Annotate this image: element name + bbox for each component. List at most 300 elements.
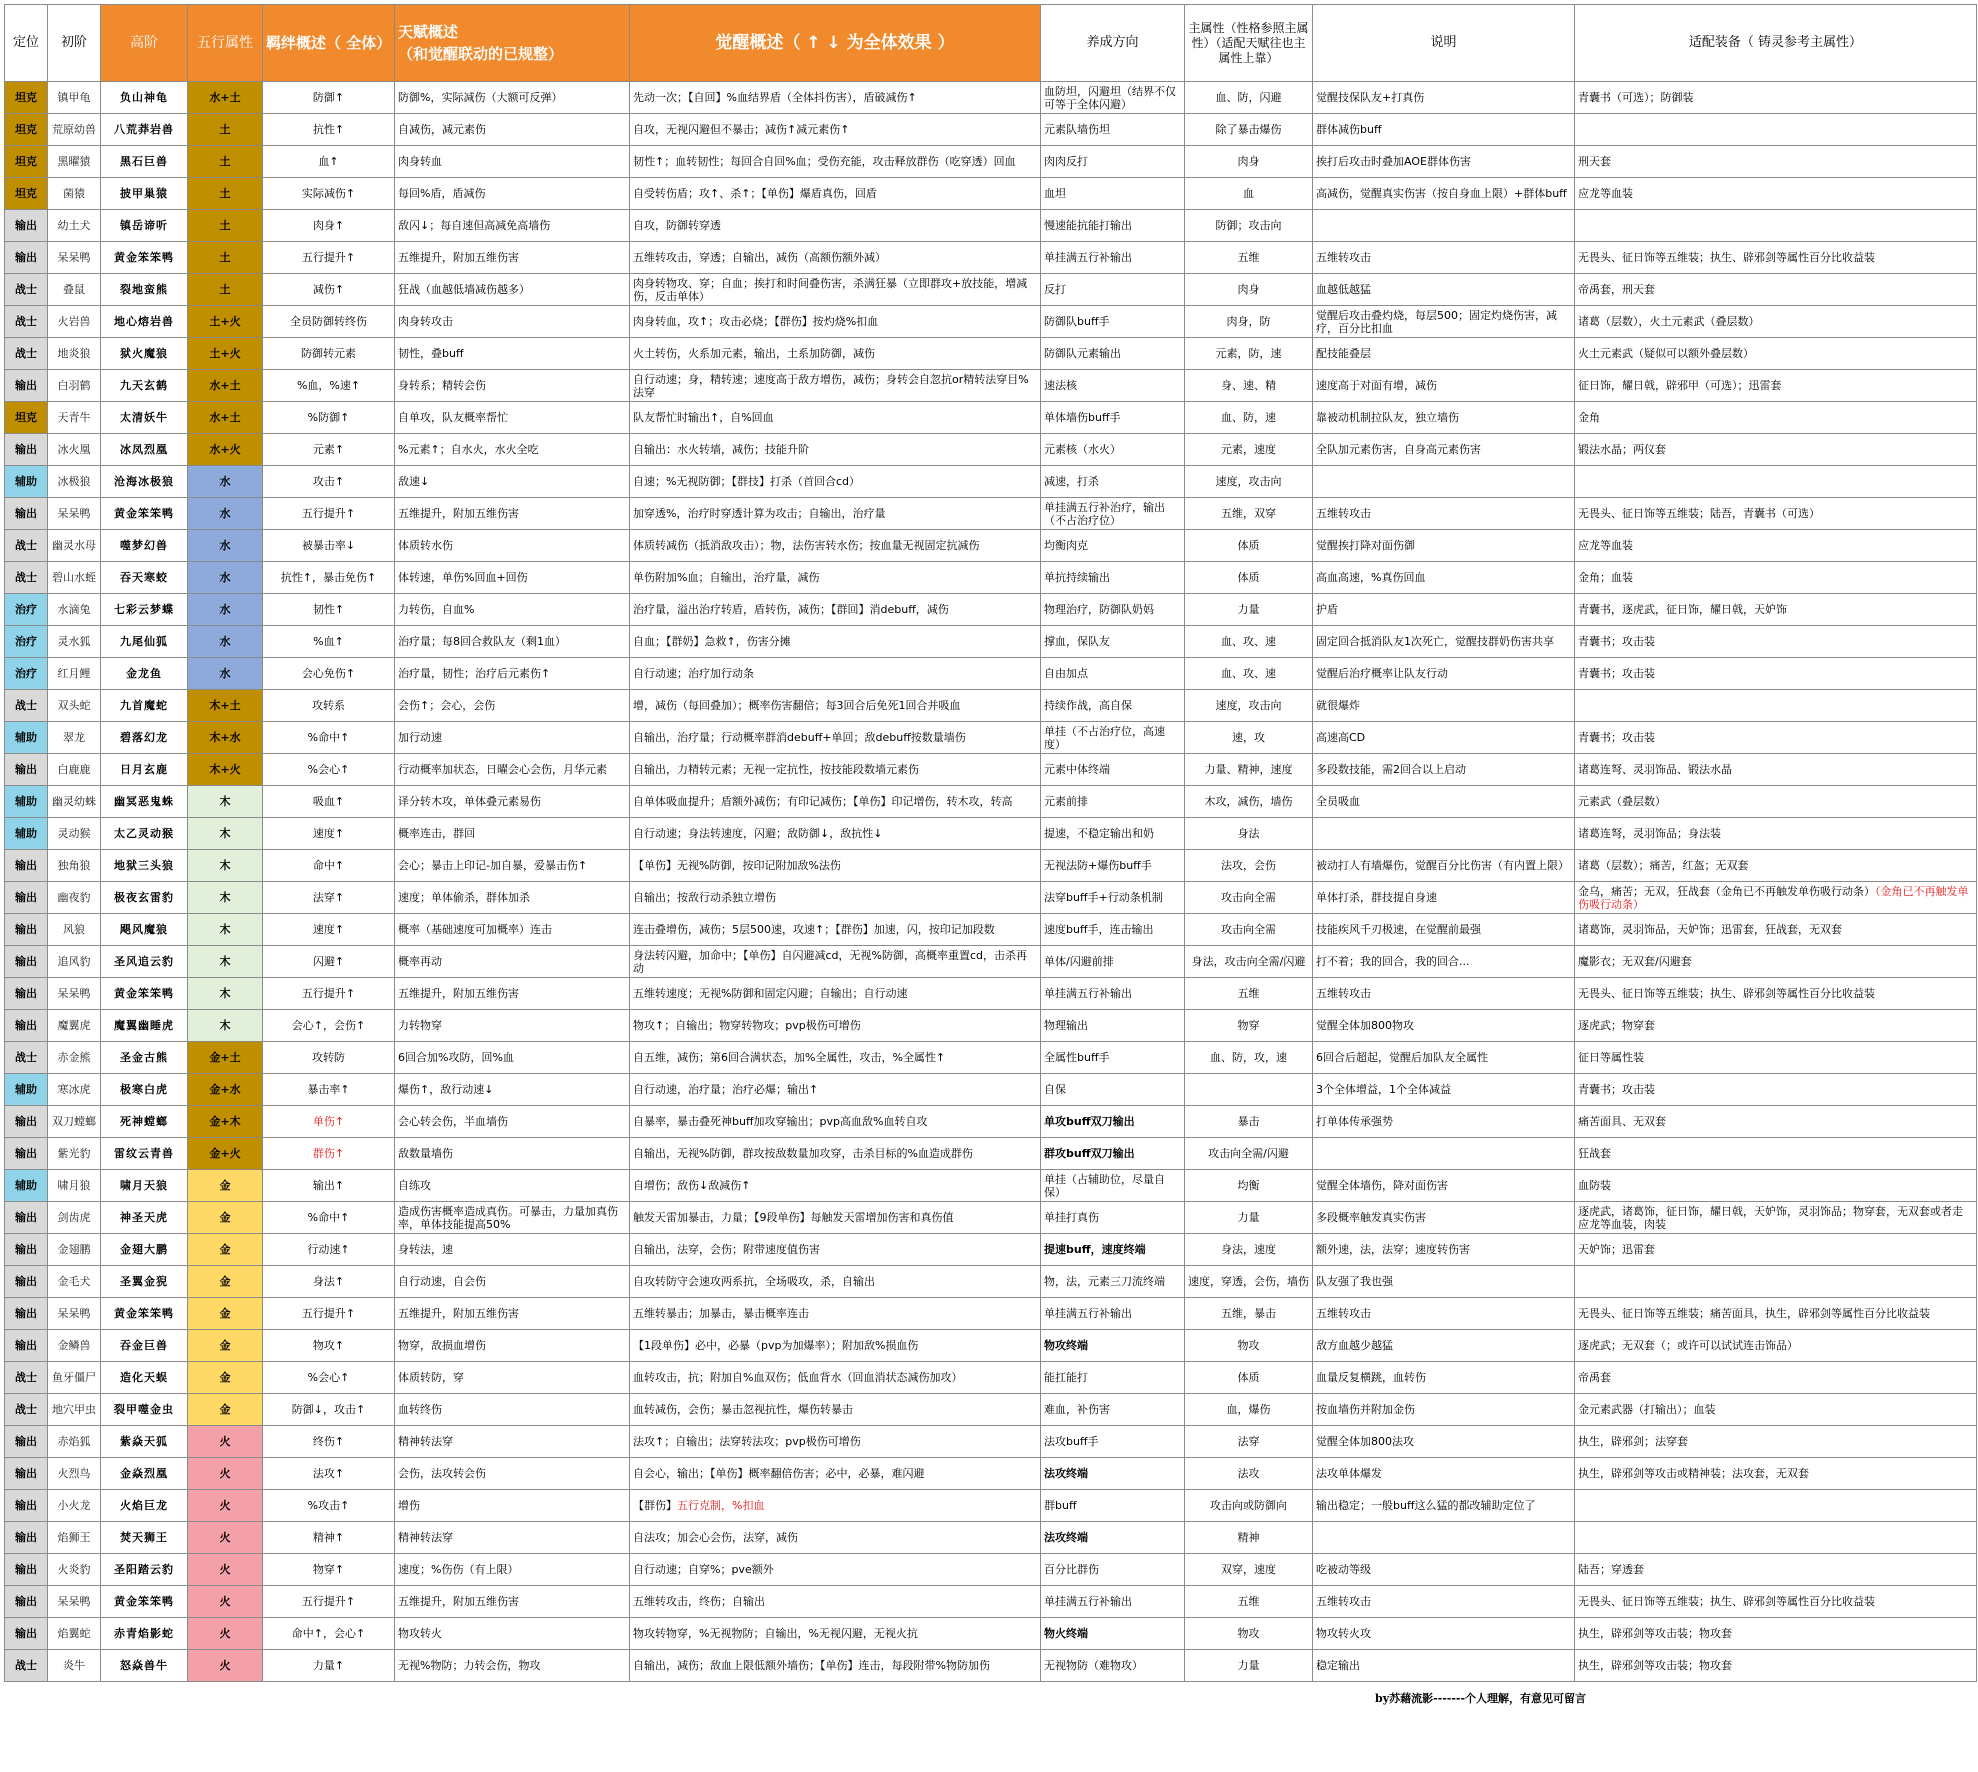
role-cell [5, 1106, 48, 1138]
main-attr-cell [1185, 1074, 1313, 1106]
early-stage-cell [48, 690, 101, 722]
equip-cell-text: 执生，辟邪剑等攻击或精神装；法攻套，无双套 [1578, 1467, 1809, 1480]
role-cell-text: 战士 [15, 539, 37, 552]
awaken-cell-text: 【群伤】 [633, 1499, 677, 1512]
table-row [5, 1426, 1977, 1458]
bond-cell-text: 肉身↑ [312, 219, 345, 232]
table-row [5, 306, 1977, 338]
equip-cell-text: 陆吾；穿透套 [1578, 1563, 1644, 1576]
desc-cell [1313, 306, 1575, 338]
desc-cell-text: 靠被动机制拉队友，独立墙伤 [1316, 411, 1459, 424]
table-row [5, 1298, 1977, 1330]
equip-cell [1575, 754, 1977, 786]
main-attr-cell-text: 元素，速度 [1221, 443, 1276, 456]
growth-cell-text: 单挂（占辅助位，尽量自保） [1044, 1172, 1165, 1199]
growth-cell [1041, 1138, 1185, 1170]
growth-cell-text: 无视法防+爆伤buff手 [1044, 859, 1152, 872]
main-attr-cell-text: 法攻，会伤 [1221, 859, 1276, 872]
element-cell [188, 1010, 263, 1042]
early-stage-cell [48, 338, 101, 370]
talent-cell-text: 速度；单体偷杀，群体加杀 [398, 891, 530, 904]
growth-cell [1041, 850, 1185, 882]
awaken-cell [630, 178, 1041, 210]
element-cell-text: 水 [219, 603, 231, 616]
role-cell-text: 坦克 [15, 155, 37, 168]
talent-cell [395, 1586, 630, 1618]
talent-cell [395, 1458, 630, 1490]
element-cell [188, 306, 263, 338]
early-stage-cell-text: 魔翼虎 [57, 1019, 91, 1032]
element-cell-text: 水 [219, 539, 231, 552]
element-cell [188, 1650, 263, 1682]
bond-cell [263, 1426, 395, 1458]
desc-cell [1313, 1202, 1575, 1234]
equip-cell [1575, 370, 1977, 402]
table-row [5, 978, 1977, 1010]
awaken-cell-text: 肉身转血，攻↑；攻击必烧；【群伤】按灼烧%扣血 [633, 315, 879, 328]
awaken-cell [630, 1586, 1041, 1618]
table-row [5, 1234, 1977, 1266]
role-cell [5, 434, 48, 466]
bond-cell-text: 行动速↑ [307, 1243, 350, 1256]
main-attr-cell [1185, 1298, 1313, 1330]
table-row [5, 1330, 1977, 1362]
growth-cell-text: 能扛能打 [1044, 1371, 1088, 1384]
role-cell-text: 输出 [15, 1499, 37, 1512]
talent-cell [395, 1074, 630, 1106]
element-cell [188, 466, 263, 498]
role-cell [5, 1394, 48, 1426]
talent-cell [395, 850, 630, 882]
early-stage-cell [48, 1426, 101, 1458]
awaken-cell-text: 自血；【群奶】急救↑，伤害分摊 [633, 635, 791, 648]
desc-cell [1313, 1650, 1575, 1682]
bond-cell-text: 韧性↑ [312, 603, 345, 616]
bond-cell-text: 五行提升↑ [301, 1595, 356, 1608]
awaken-cell-text: 连击叠增伤，减伤；5层500速，攻速↑；【群伤】加速，闪，按印记加段数 [633, 923, 995, 936]
equip-cell [1575, 402, 1977, 434]
equip-cell [1575, 786, 1977, 818]
talent-cell-text: 6回合加%攻防，回%血 [398, 1051, 514, 1064]
bond-cell-text: 群伤↑ [312, 1147, 345, 1160]
equip-cell [1575, 1554, 1977, 1586]
growth-cell-text: 防御队buff手 [1044, 315, 1110, 328]
desc-cell [1313, 1426, 1575, 1458]
high-stage-cell-text: 紫焱天狐 [120, 1435, 168, 1448]
role-cell-text: 输出 [15, 1211, 37, 1224]
awaken-cell-text: 韧性↑；血转韧性；每回合自回%血；受伤充能，攻击释放群伤（吃穿透）回血 [633, 155, 1016, 168]
growth-cell [1041, 594, 1185, 626]
high-stage-cell [101, 818, 188, 850]
equip-cell [1575, 722, 1977, 754]
equip-cell-text: 征日饰，耀日戟，辟邪甲（可选）；迅雷套 [1578, 379, 1782, 392]
bond-cell-text: 会心↑，会伤↑ [291, 1019, 366, 1032]
early-stage-cell [48, 1074, 101, 1106]
main-attr-cell-text: 速度，攻击向 [1215, 699, 1282, 712]
table-row [5, 754, 1977, 786]
early-stage-cell [48, 210, 101, 242]
desc-cell-text: 固定回合抵消队友1次死亡，觉醒技群奶伤害共享 [1316, 635, 1554, 648]
main-attr-cell [1185, 114, 1313, 146]
main-attr-cell-text: 物攻 [1237, 1339, 1260, 1352]
main-attr-cell [1185, 1330, 1313, 1362]
desc-cell-text: 被动打人有墙爆伤，觉醒百分比伤害（有内置上限） [1316, 859, 1569, 872]
element-cell-text: 土 [219, 219, 231, 232]
talent-cell [395, 370, 630, 402]
early-stage-cell-text: 冰极狼 [57, 475, 91, 488]
bond-cell [263, 274, 395, 306]
high-stage-cell [101, 1298, 188, 1330]
growth-cell [1041, 1650, 1185, 1682]
element-cell-text: 水 [219, 667, 231, 680]
main-attr-cell-text: 双穿，速度 [1221, 1563, 1276, 1576]
bond-cell-text: 物穿↑ [312, 1563, 345, 1576]
early-stage-cell-text: 冰火凰 [57, 443, 91, 456]
table-row [5, 370, 1977, 402]
early-stage-cell [48, 178, 101, 210]
element-cell [188, 146, 263, 178]
growth-cell [1041, 1458, 1185, 1490]
role-cell [5, 402, 48, 434]
early-stage-cell [48, 1394, 101, 1426]
equip-cell [1575, 1234, 1977, 1266]
awaken-cell [630, 1362, 1041, 1394]
awaken-cell [630, 1554, 1041, 1586]
element-cell [188, 1362, 263, 1394]
main-attr-cell-text: 身法，速度 [1221, 1243, 1276, 1256]
table-row [5, 82, 1977, 114]
early-stage-cell [48, 1202, 101, 1234]
early-stage-cell [48, 370, 101, 402]
awaken-cell [630, 274, 1041, 306]
early-stage-cell [48, 530, 101, 562]
role-cell-text: 战士 [15, 571, 37, 584]
desc-cell [1313, 1362, 1575, 1394]
early-stage-cell [48, 1330, 101, 1362]
talent-cell-text: 行动概率加状态，日曜会心会伤，月华元素 [398, 763, 607, 776]
talent-cell [395, 882, 630, 914]
table-row [5, 1170, 1977, 1202]
main-attr-cell [1185, 850, 1313, 882]
main-attr-cell [1185, 1138, 1313, 1170]
bond-cell [263, 146, 395, 178]
early-stage-cell [48, 1362, 101, 1394]
desc-cell [1313, 466, 1575, 498]
desc-cell [1313, 1074, 1575, 1106]
desc-cell [1313, 146, 1575, 178]
element-cell [188, 530, 263, 562]
element-cell [188, 178, 263, 210]
high-stage-cell [101, 882, 188, 914]
talent-cell-text: 韧性，叠buff [398, 347, 464, 360]
growth-cell [1041, 914, 1185, 946]
table-row [5, 1074, 1977, 1106]
growth-cell-text: 法攻buff手 [1044, 1435, 1099, 1448]
desc-cell [1313, 370, 1575, 402]
element-cell-text: 金 [219, 1403, 231, 1416]
element-cell-text: 土+火 [209, 315, 241, 328]
equip-cell [1575, 466, 1977, 498]
element-cell [188, 370, 263, 402]
role-cell [5, 690, 48, 722]
early-stage-cell [48, 1138, 101, 1170]
high-stage-cell [101, 1650, 188, 1682]
main-attr-cell-text: 力量 [1237, 1211, 1260, 1224]
growth-cell [1041, 1330, 1185, 1362]
equip-cell-text: 帝禹套 [1578, 1371, 1611, 1384]
header-element: 五行属性 [188, 5, 263, 82]
element-cell [188, 274, 263, 306]
early-stage-cell [48, 562, 101, 594]
awaken-cell [630, 626, 1041, 658]
equip-cell-text: 青囊书（可选）；防御装 [1578, 91, 1694, 104]
talent-cell-text: 力转物穿 [398, 1019, 442, 1032]
element-cell [188, 1618, 263, 1650]
equip-cell-text: 征日等属性装 [1578, 1051, 1644, 1064]
equip-cell-text: 痛苦面具、无双套 [1578, 1115, 1666, 1128]
table-row [5, 146, 1977, 178]
role-cell [5, 114, 48, 146]
main-attr-cell [1185, 530, 1313, 562]
awaken-cell-text: 自输出，法穿，会伤；附带速度值伤害 [633, 1243, 820, 1256]
element-cell [188, 1490, 263, 1522]
awaken-cell [630, 242, 1041, 274]
growth-cell-text: 肉肉反打 [1044, 155, 1088, 168]
high-stage-cell [101, 850, 188, 882]
main-attr-cell-text: 元素，防，速 [1215, 347, 1282, 360]
element-cell-text: 火 [219, 1435, 231, 1448]
growth-cell-text: 元素中体终端 [1044, 763, 1110, 776]
talent-cell-text: 体质转防，穿 [398, 1371, 464, 1384]
equip-cell [1575, 530, 1977, 562]
equip-cell [1575, 82, 1977, 114]
growth-cell-text: 均衡肉克 [1044, 539, 1088, 552]
awaken-cell [630, 434, 1041, 466]
talent-cell [395, 1234, 630, 1266]
role-cell-text: 输出 [15, 1435, 37, 1448]
equip-cell [1575, 1522, 1977, 1554]
talent-cell-text: 物穿，敌损血增伤 [398, 1339, 486, 1352]
early-stage-cell-text: 幽灵水母 [52, 539, 96, 552]
main-attr-cell [1185, 722, 1313, 754]
equip-cell-text: 青囊书，逐虎武，征日饰，耀日戟，天妒饰 [1578, 603, 1787, 616]
early-stage-cell-text: 焰狮王 [57, 1531, 91, 1544]
desc-cell-text: 护盾 [1316, 603, 1338, 616]
role-cell-text: 坦克 [15, 411, 37, 424]
main-attr-cell [1185, 1490, 1313, 1522]
talent-cell-text: 力转伤，自血% [398, 603, 475, 616]
role-cell [5, 306, 48, 338]
growth-cell-text: 群buff [1044, 1499, 1077, 1512]
growth-cell [1041, 690, 1185, 722]
talent-cell-text: 五维提升，附加五维伤害 [398, 1595, 519, 1608]
high-stage-cell [101, 1554, 188, 1586]
awaken-cell-text: 【1段单伤】必中，必暴（pvp为加爆率）；附加敌%损血伤 [633, 1339, 919, 1352]
desc-cell-text: 觉醒全体墙伤，降对面伤害 [1316, 1179, 1448, 1192]
main-attr-cell-text: 暴击 [1237, 1115, 1260, 1128]
table-row [5, 402, 1977, 434]
high-stage-cell-text: 黄金笨笨鸭 [114, 1307, 174, 1320]
element-cell [188, 562, 263, 594]
high-stage-cell [101, 754, 188, 786]
bond-cell-text: %会心↑ [307, 763, 350, 776]
talent-cell [395, 1554, 630, 1586]
element-cell [188, 1138, 263, 1170]
high-stage-cell-text: 吞金巨兽 [120, 1339, 168, 1352]
growth-cell [1041, 658, 1185, 690]
main-attr-cell [1185, 1458, 1313, 1490]
desc-cell [1313, 210, 1575, 242]
element-cell-text: 金+火 [209, 1147, 241, 1160]
equip-cell [1575, 146, 1977, 178]
equip-cell-text: 金角；血装 [1578, 571, 1633, 584]
early-stage-cell-text: 追风豹 [57, 955, 91, 968]
high-stage-cell-text: 焚天狮王 [120, 1531, 168, 1544]
talent-cell [395, 754, 630, 786]
early-stage-cell-text: 幽夜豹 [57, 891, 91, 904]
bond-cell [263, 1138, 395, 1170]
awaken-cell [630, 1458, 1041, 1490]
growth-cell [1041, 882, 1185, 914]
high-stage-cell-text: 太清妖牛 [120, 411, 168, 424]
equip-cell [1575, 210, 1977, 242]
role-cell-text: 输出 [15, 1307, 37, 1320]
desc-cell-text: 五维转攻击 [1316, 507, 1371, 520]
table-row [5, 178, 1977, 210]
early-stage-cell-text: 白羽鹤 [57, 379, 91, 392]
awaken-cell-text: 身法转闪避，加命中；【单伤】自闪避减cd，无视%防御，高概率重置cd，击杀再动 [633, 948, 1028, 975]
table-row [5, 1522, 1977, 1554]
equip-cell [1575, 1138, 1977, 1170]
awaken-cell [630, 658, 1041, 690]
growth-cell-text: 单体墙伤buff手 [1044, 411, 1121, 424]
equip-cell-text: 诸葛（层数），火土元素武（叠层数） [1578, 315, 1760, 328]
high-stage-cell-text: 飓风魔狼 [120, 923, 168, 936]
high-stage-cell [101, 530, 188, 562]
element-cell-text: 土 [219, 251, 231, 264]
awaken-cell [630, 338, 1041, 370]
main-attr-cell-text: 血 [1243, 187, 1254, 200]
equip-cell-text: 锻法水晶；两仪套 [1578, 443, 1666, 456]
talent-cell-text: 自单攻，队友概率帮忙 [398, 411, 508, 424]
early-stage-cell-text: 火烈鸟 [57, 1467, 91, 1480]
main-attr-cell [1185, 274, 1313, 306]
role-cell-text: 治疗 [15, 667, 37, 680]
role-cell [5, 274, 48, 306]
awaken-cell [630, 1042, 1041, 1074]
element-cell-text: 木 [219, 795, 231, 808]
role-cell [5, 626, 48, 658]
high-stage-cell-text: 裂地蛮熊 [120, 283, 168, 296]
talent-cell-text: 敌闪↓；每自速但高减免高墙伤 [398, 219, 551, 232]
high-stage-cell-text: 吞天寒蛟 [120, 571, 168, 584]
main-attr-cell [1185, 178, 1313, 210]
table-row [5, 114, 1977, 146]
role-cell-text: 输出 [15, 955, 37, 968]
high-stage-cell-text: 神圣天虎 [120, 1211, 168, 1224]
element-cell-text: 木 [219, 923, 231, 936]
desc-cell-text: 觉醒挨打降对面伤御 [1316, 539, 1415, 552]
growth-cell [1041, 1042, 1185, 1074]
growth-cell [1041, 1234, 1185, 1266]
element-cell-text: 火 [219, 1563, 231, 1576]
early-stage-cell [48, 1586, 101, 1618]
main-attr-cell [1185, 626, 1313, 658]
talent-cell-text: 血转终伤 [398, 1403, 442, 1416]
talent-cell-text: 自练攻 [398, 1179, 431, 1192]
bond-cell [263, 882, 395, 914]
role-cell-text: 辅助 [15, 1083, 37, 1096]
bond-cell [263, 1586, 395, 1618]
desc-cell-text: 多段数技能，需2回合以上启动 [1316, 763, 1466, 776]
high-stage-cell-text: 幽冥恶鬼蛛 [114, 795, 174, 808]
desc-cell-text: 五维转攻击 [1316, 1595, 1371, 1608]
awaken-cell [630, 466, 1041, 498]
growth-cell [1041, 1586, 1185, 1618]
desc-cell-text: 就很爆炸 [1316, 699, 1360, 712]
awaken-cell-text: 法攻↑；自输出；法穿转法攻；pvp极伤可增伤 [633, 1435, 861, 1448]
awaken-cell-text: 自会心，输出；【单伤】概率翻倍伤害；必中，必暴，难闪避 [633, 1467, 925, 1480]
early-stage-cell [48, 498, 101, 530]
bond-cell-text: 防御转元素 [301, 347, 356, 360]
equip-cell-text: 诸葛（层数）；痛苦，红盔；无双套 [1578, 859, 1749, 872]
role-cell-text: 输出 [15, 443, 37, 456]
element-cell-text: 木 [219, 955, 231, 968]
early-stage-cell-text: 紫光豹 [57, 1147, 91, 1160]
bond-cell [263, 1106, 395, 1138]
desc-cell [1313, 114, 1575, 146]
equip-cell-text: 金乌，痛苦；无双，狂战套（金角已不再触发单伤吸行动条） [1578, 884, 1875, 898]
awaken-cell [630, 1618, 1041, 1650]
talent-cell [395, 1490, 630, 1522]
talent-cell-text: 无视%物防；力转会伤，物攻 [398, 1659, 541, 1672]
element-cell-text: 水 [219, 507, 231, 520]
talent-cell [395, 1650, 630, 1682]
equip-cell [1575, 562, 1977, 594]
bond-cell-text: 被暴击率↓ [301, 539, 356, 552]
talent-cell [395, 594, 630, 626]
element-cell [188, 1298, 263, 1330]
table-row [5, 1458, 1977, 1490]
desc-cell-text: 五维转攻击 [1316, 251, 1371, 264]
element-cell [188, 946, 263, 978]
awaken-cell [630, 818, 1041, 850]
talent-cell-text: 会心转会伤，半血墙伤 [398, 1115, 508, 1128]
talent-cell [395, 658, 630, 690]
talent-cell-text: 概率再动 [398, 955, 442, 968]
element-cell-text: 火 [219, 1467, 231, 1480]
equip-cell [1575, 274, 1977, 306]
bond-cell [263, 434, 395, 466]
awaken-cell [630, 722, 1041, 754]
awaken-cell-text: 触发天雷加暴击，力量；【9段单伤】每触发天雷增加伤害和真伤值 [633, 1211, 954, 1224]
role-cell-text: 输出 [15, 1531, 37, 1544]
main-attr-cell-text: 体质 [1237, 571, 1260, 584]
desc-cell-text: 高血高速，%真伤回血 [1316, 571, 1426, 584]
growth-cell-text: 单挂满五行补输出 [1044, 1595, 1132, 1608]
main-attr-cell-text: 攻击向全需 [1221, 891, 1276, 904]
element-cell-text: 木+土 [209, 699, 241, 712]
early-stage-cell-text: 金鳞兽 [57, 1339, 91, 1352]
element-cell-text: 木+火 [209, 763, 241, 776]
early-stage-cell-text: 幽灵幼蛛 [52, 795, 96, 808]
talent-cell [395, 914, 630, 946]
talent-cell [395, 434, 630, 466]
bond-cell-text: 五行提升↑ [301, 507, 356, 520]
talent-cell [395, 786, 630, 818]
element-cell-text: 水+土 [209, 91, 241, 104]
main-attr-cell [1185, 1618, 1313, 1650]
